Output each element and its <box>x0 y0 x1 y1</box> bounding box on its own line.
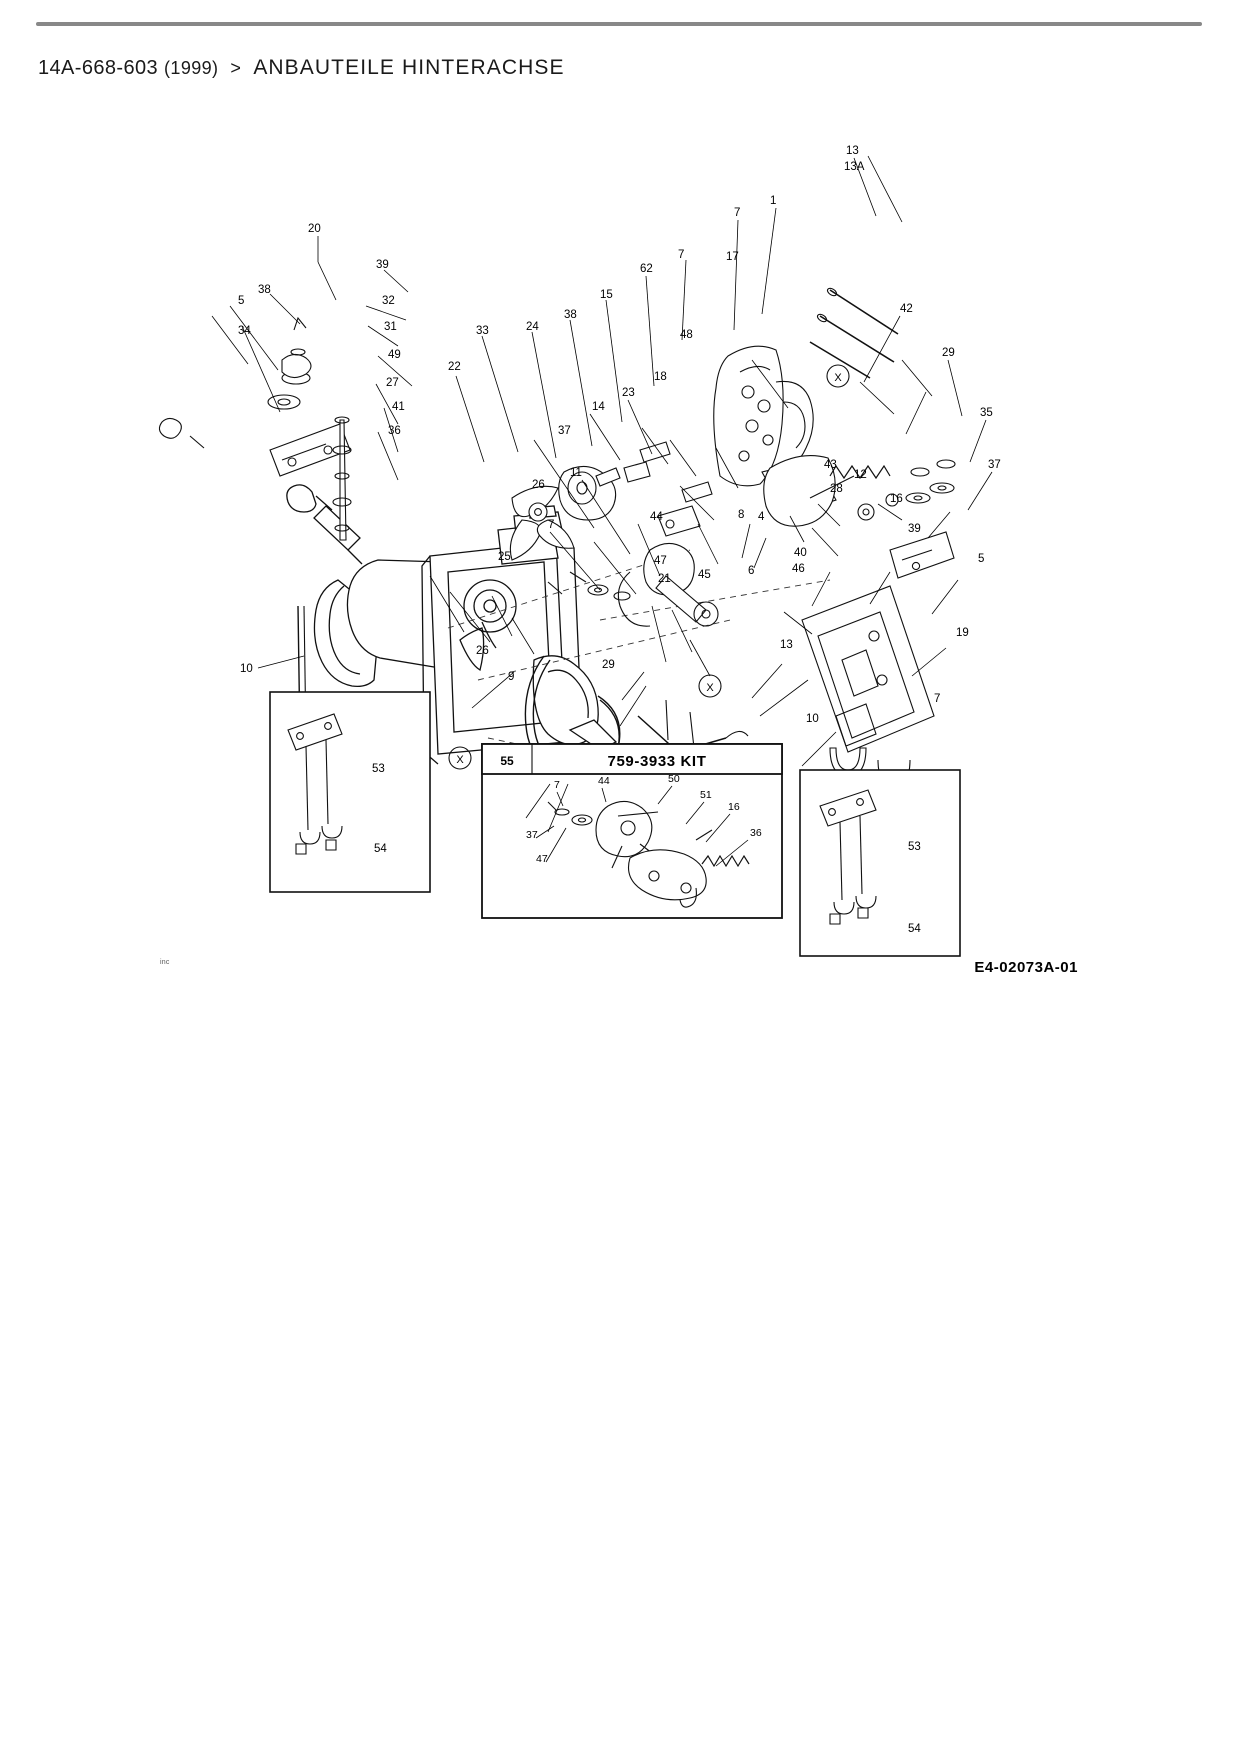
svg-text:7: 7 <box>554 779 560 791</box>
svg-text:X: X <box>456 754 464 766</box>
svg-text:29: 29 <box>602 659 615 671</box>
inset-box-left <box>270 692 430 892</box>
svg-text:23: 23 <box>622 387 635 399</box>
corner-mark: inc <box>160 959 170 966</box>
left-top-bracket <box>159 318 351 756</box>
inset-box-right <box>800 770 960 956</box>
svg-text:48: 48 <box>680 329 693 341</box>
breadcrumb-separator: > <box>230 58 242 78</box>
drawing-number: E4-02073A-01 <box>974 959 1078 976</box>
svg-text:55: 55 <box>500 754 514 768</box>
svg-text:17: 17 <box>726 251 739 263</box>
svg-text:36: 36 <box>388 425 401 437</box>
svg-text:21: 21 <box>658 573 671 585</box>
svg-text:32: 32 <box>382 295 395 307</box>
svg-text:25: 25 <box>498 551 511 563</box>
kit-box <box>449 744 782 918</box>
svg-text:7: 7 <box>734 207 741 219</box>
svg-text:37: 37 <box>526 829 538 841</box>
svg-text:8: 8 <box>738 509 745 521</box>
svg-text:49: 49 <box>388 349 401 361</box>
page-title <box>38 56 565 80</box>
svg-text:34: 34 <box>238 325 251 337</box>
svg-text:4: 4 <box>758 511 765 523</box>
svg-text:26: 26 <box>532 479 545 491</box>
svg-text:33: 33 <box>476 325 489 337</box>
svg-text:27: 27 <box>386 377 399 389</box>
svg-text:14: 14 <box>592 401 605 413</box>
svg-text:47: 47 <box>536 853 548 865</box>
header-rule <box>36 22 1202 26</box>
model-year: (1999) <box>164 58 219 78</box>
svg-text:47: 47 <box>654 555 667 567</box>
right-chassis-plate <box>802 532 954 786</box>
svg-text:38: 38 <box>258 284 271 296</box>
svg-text:39: 39 <box>908 523 921 535</box>
svg-text:26: 26 <box>476 645 489 657</box>
svg-text:44: 44 <box>650 511 663 523</box>
svg-text:45: 45 <box>698 569 711 581</box>
svg-text:11: 11 <box>570 467 582 479</box>
spring-linkage-right <box>764 287 955 526</box>
svg-text:38: 38 <box>564 309 577 321</box>
svg-text:5: 5 <box>238 295 245 307</box>
svg-text:24: 24 <box>526 321 539 333</box>
svg-text:62: 62 <box>640 263 653 275</box>
exploded-parts-diagram <box>130 120 1110 1000</box>
svg-text:50: 50 <box>668 773 680 785</box>
svg-text:13: 13 <box>846 145 859 157</box>
svg-text:20: 20 <box>308 223 321 235</box>
svg-text:31: 31 <box>384 321 397 333</box>
svg-text:40: 40 <box>794 547 807 559</box>
svg-text:13: 13 <box>780 639 793 651</box>
svg-text:37: 37 <box>558 425 571 437</box>
svg-text:15: 15 <box>600 289 613 301</box>
svg-text:54: 54 <box>374 843 387 855</box>
svg-text:10: 10 <box>240 663 253 675</box>
svg-text:18: 18 <box>654 371 667 383</box>
svg-text:16: 16 <box>728 801 740 813</box>
svg-text:44: 44 <box>598 775 610 787</box>
svg-text:7: 7 <box>678 249 685 261</box>
svg-text:X: X <box>706 682 714 694</box>
part-code: 14A-668-603 <box>38 57 159 79</box>
svg-text:22: 22 <box>448 361 461 373</box>
svg-text:46: 46 <box>792 563 805 575</box>
svg-text:42: 42 <box>900 303 913 315</box>
svg-text:37: 37 <box>988 459 1001 471</box>
svg-text:39: 39 <box>376 259 389 271</box>
svg-text:X: X <box>834 372 842 384</box>
svg-text:53: 53 <box>372 763 385 775</box>
svg-text:53: 53 <box>908 841 921 853</box>
svg-text:13A: 13A <box>844 161 865 173</box>
svg-text:7: 7 <box>934 693 941 705</box>
svg-text:54: 54 <box>908 923 921 935</box>
svg-text:41: 41 <box>392 401 405 413</box>
svg-text:36: 36 <box>750 827 762 839</box>
svg-text:16: 16 <box>890 493 903 505</box>
svg-text:759-3933 KIT: 759-3933 KIT <box>607 753 707 770</box>
section-title: ANBAUTEILE HINTERACHSE <box>253 56 565 79</box>
svg-text:19: 19 <box>956 627 969 639</box>
svg-text:35: 35 <box>980 407 993 419</box>
svg-text:51: 51 <box>700 789 712 801</box>
svg-text:43: 43 <box>824 459 837 471</box>
svg-text:6: 6 <box>748 565 755 577</box>
svg-text:29: 29 <box>942 347 955 359</box>
svg-text:5: 5 <box>978 553 985 565</box>
svg-text:7: 7 <box>548 519 555 531</box>
svg-text:12: 12 <box>854 469 867 481</box>
svg-text:28: 28 <box>830 483 843 495</box>
svg-text:10: 10 <box>806 713 819 725</box>
svg-text:1: 1 <box>770 195 777 207</box>
svg-text:9: 9 <box>508 671 515 683</box>
